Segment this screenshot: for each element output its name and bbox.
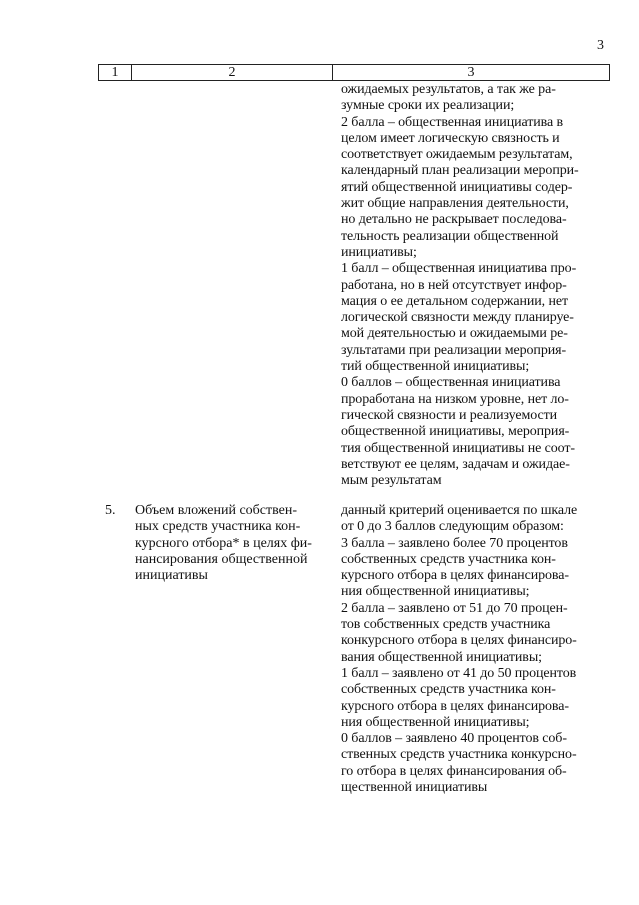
score-3-description: 3 балла – заявлено более 70 процентов собственных средств участника кон- курсного отбора в целях финансирова- ния общественной инициативы; [341, 535, 569, 600]
score-2-description: 2 балла – заявлено от 51 до 70 процен- тов собственных средств участника конкурсного отбора в целях финансиро- вания общественной инициативы; [341, 600, 577, 665]
score-1-description: 1 балл – общественная инициатива про- работана, но в ней отсутствует инфор- мация о ее детальном содержании, нет логической связности между планируе- мой деятельностью и ожидаемыми ре- зультатами при реализации мероприя- тий общественной инициативы; [341, 261, 577, 375]
page-number: 3 [597, 38, 604, 53]
scale-intro: данный критерий оценивается по шкале от 0 до 3 баллов следующим образом: [341, 503, 578, 535]
header-col-3: 3 [467, 65, 475, 80]
score-2-description: 2 балла – общественная инициатива в целом имеет логическую связность и соответствует ожидаемым результатам, календарный план реализации меропри- ятий общественной инициативы содер- жит общие направления деятельности, но детально не раскрывает последова- тельность реализации общественной инициативы; [341, 114, 579, 260]
score-0-description: 0 баллов – общественная инициатива проработана на низком уровне, нет ло- гической связности и реализуемости общественной инициативы, мероприя- тия общественной инициативы не соот- ветствуют ее целям, задачам и ожидае- мым результатам [341, 375, 575, 489]
continued-cell [341, 82, 606, 489]
score-0-description: 0 баллов – заявлено 40 процентов соб- ственных средств участника конкурсно- го отбора в целях финансирования об- щественной инициативы [341, 731, 577, 796]
continued-paragraph: ожидаемых результатов, а так же ра- зумные сроки их реализации; [341, 82, 556, 114]
score-1-description: 1 балл – заявлено от 41 до 50 процентов собственных средств участника кон- курсного отбора в целях финансирова- ния общественной инициативы; [341, 665, 577, 730]
header-col-1: 1 [99, 65, 132, 80]
row-number: 5. [105, 503, 116, 518]
header-col-2: 2 [132, 65, 333, 80]
criterion-text: Объем вложений собствен- ных средств участника кон- курсного отбора* в целях фи- нансирования общественной инициативы [135, 503, 312, 584]
table-header-row [98, 64, 610, 81]
criterion-scoring [341, 503, 606, 796]
